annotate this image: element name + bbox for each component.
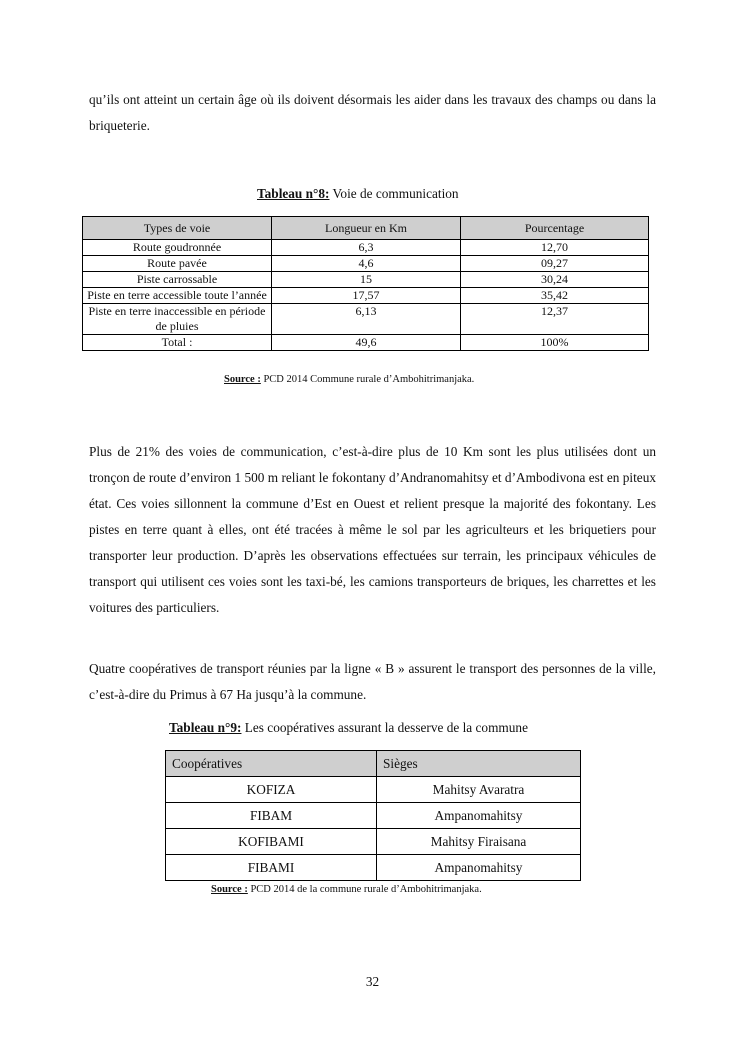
table9-cell-cooperative: FIBAM <box>166 803 377 829</box>
body-paragraph-1: Plus de 21% des voies de communication, c’est-à-dire plus de 10 Km sont les plus utilisées dont un tronçon de route d’environ 1 500 m reliant le fokontany d’Andranomahitsy et d’Ambodivona est en piteux état. Ces voies sillonnent la commune d’Est en Ouest et relient presque la majorité des fokontany. Les pistes en terre quant à elles, ont été tracées à même le sol par les agriculteurs et les briquetiers pour transporter leur production. D’après les observations effectuées sur terrain, les principaux véhicules de transport qui utilisent ces voies sont les taxi-bé, les camions transporteurs de briques, les charrettes et les voitures des particuliers. <box>89 444 656 615</box>
table8-cell-type: Route goudronnée <box>83 240 272 256</box>
table8-source <box>224 374 474 385</box>
body-paragraph-2: Quatre coopératives de transport réunies par la ligne « B » assurent le transport des personnes de la ville, c’est-à-dire du Primus à 67 Ha jusqu’à la commune. <box>89 661 656 702</box>
table8-cell-type: Piste en terre inaccessible en période de pluies <box>83 304 272 335</box>
table8-cell-length: 15 <box>272 272 461 288</box>
table8-source-text: PCD 2014 Commune rurale d’Ambohitrimanjaka. <box>260 374 475 385</box>
table9-cell-siege: Ampanomahitsy <box>377 855 581 881</box>
table8 <box>82 216 649 351</box>
table8-total-row <box>83 335 649 351</box>
table9 <box>165 750 581 881</box>
table9-source-text: PCD 2014 de la commune rurale d’Ambohitrimanjaka. <box>247 884 482 895</box>
table8-cell-percent: 09,27 <box>461 256 649 272</box>
table9-header-sieges: Sièges <box>377 751 581 777</box>
table8-cell-percent: 12,37 <box>461 304 649 335</box>
table8-header-percent: Pourcentage <box>461 217 649 240</box>
table-row <box>166 777 581 803</box>
table9-cell-cooperative: KOFIBAMI <box>166 829 377 855</box>
table8-cell-length: 4,6 <box>272 256 461 272</box>
table9-cell-cooperative: FIBAMI <box>166 855 377 881</box>
table8-cell-type: Total : <box>83 335 272 351</box>
table8-caption <box>257 186 459 202</box>
table8-header-length: Longueur en Km <box>272 217 461 240</box>
table8-header-row <box>83 217 649 240</box>
table8-cell-percent: 35,42 <box>461 288 649 304</box>
table-row <box>83 256 649 272</box>
table8-caption-label: Tableau n°8: <box>257 186 330 201</box>
page-number: 32 <box>365 974 380 989</box>
table9-cell-siege: Mahitsy Firaisana <box>377 829 581 855</box>
table8-cell-percent: 12,70 <box>461 240 649 256</box>
table8-cell-length: 49,6 <box>272 335 461 351</box>
table9-caption-text: Les coopératives assurant la desserve de la commune <box>241 720 528 735</box>
table9-cell-siege: Ampanomahitsy <box>377 803 581 829</box>
table-row <box>166 829 581 855</box>
table8-source-label: Source : <box>224 374 261 385</box>
table-row <box>166 803 581 829</box>
table9-cell-cooperative: KOFIZA <box>166 777 377 803</box>
table8-caption-text: Voie de communication <box>329 186 459 201</box>
table8-cell-type: Piste carrossable <box>83 272 272 288</box>
table9-header-row <box>166 751 581 777</box>
table8-cell-length: 6,13 <box>272 304 461 335</box>
table9-header-cooperatives: Coopératives <box>166 751 377 777</box>
table8-cell-length: 17,57 <box>272 288 461 304</box>
table9-cell-siege: Mahitsy Avaratra <box>377 777 581 803</box>
table-row <box>166 855 581 881</box>
table8-header-type: Types de voie <box>83 217 272 240</box>
table8-cell-length: 6,3 <box>272 240 461 256</box>
table8-cell-percent: 100% <box>461 335 649 351</box>
table8-cell-percent: 30,24 <box>461 272 649 288</box>
table-row <box>83 304 649 335</box>
table-row <box>83 240 649 256</box>
table-row <box>83 272 649 288</box>
table-row <box>83 288 649 304</box>
table9-source-label: Source : <box>211 884 248 895</box>
table8-cell-type: Piste en terre accessible toute l’année <box>83 288 272 304</box>
table9-caption-label: Tableau n°9: <box>169 720 242 735</box>
table9-source <box>211 884 482 895</box>
table8-cell-type: Route pavée <box>83 256 272 272</box>
intro-paragraph: qu’ils ont atteint un certain âge où ils doivent désormais les aider dans les travaux des champs ou dans la briqueterie. <box>89 92 656 133</box>
table9-caption <box>169 720 528 736</box>
